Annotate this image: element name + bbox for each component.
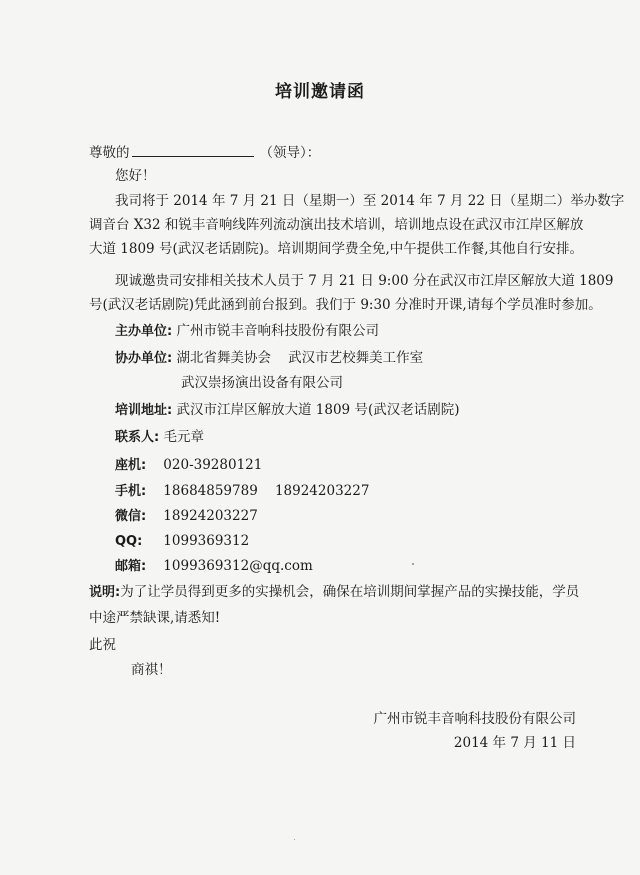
signature-company: 广州市锐丰音响科技股份有限公司 — [373, 711, 576, 727]
scan-speck — [294, 839, 295, 840]
email-value: 1099369312@qq.com — [163, 558, 313, 574]
scan-speck — [412, 563, 414, 565]
wechat-label: 微信: — [115, 509, 147, 524]
contact-label: 联系人: — [115, 430, 160, 445]
wechat-row — [115, 507, 258, 526]
recipient-blank — [132, 144, 254, 157]
note-label: 说明: — [89, 585, 121, 600]
landline-row — [115, 456, 262, 475]
closing-line1: 此祝 — [89, 637, 116, 653]
mobile-label: 手机: — [115, 484, 147, 499]
greeting: 您好！ — [115, 168, 156, 184]
contact-row — [115, 428, 204, 447]
landline-label: 座机: — [115, 458, 147, 473]
salutation — [89, 144, 320, 162]
email-row — [115, 557, 313, 576]
salutation-prefix: 尊敬的 — [89, 145, 130, 161]
co-organizer-label: 协办单位: — [115, 351, 173, 366]
paragraph2-line2: 号(武汉老话剧院)凭此涵到前台报到。我们于 9:30 分准时开课,请每个学员准时参加。 — [89, 297, 602, 313]
note-line1 — [89, 583, 580, 602]
qq-value: 1099369312 — [163, 533, 250, 549]
paragraph1-line3: 大道 1809 号(武汉老话剧院)。培训期间学费全免,中午提供工作餐,其他自行安排。 — [89, 241, 584, 257]
page-title: 培训邀请函 — [275, 82, 365, 102]
qq-row — [115, 532, 249, 551]
contact-value: 毛元章 — [163, 429, 204, 445]
wechat-value: 18924203227 — [163, 508, 258, 524]
organizer-row — [115, 322, 379, 341]
co-organizer-row — [115, 349, 423, 368]
mobile-row — [115, 482, 369, 501]
paragraph2-line1: 现诚邀贵司安排相关技术人员于 7 月 21 日 9:00 分在武汉市江岸区解放大道 1809 — [115, 273, 614, 289]
salutation-suffix: （领导）： — [259, 145, 321, 161]
closing-line2: 商祺！ — [131, 662, 172, 678]
mobile-value: 18684859789 18924203227 — [163, 483, 370, 499]
paragraph1-line1: 我司将于 2014 年 7 月 21 日（星期一）至 2014 年 7 月 22 日（星期二）举办数字 — [115, 193, 625, 209]
organizer-label: 主办单位: — [115, 324, 173, 339]
co-organizer-value-1: 湖北省舞美协会 武汉市艺校舞美工作室 — [176, 350, 424, 366]
address-value: 武汉市江岸区解放大道 1809 号(武汉老话剧院) — [176, 402, 460, 418]
note-text-1: 为了让学员得到更多的实操机会，确保在培训期间掌握产品的实操技能，学员 — [120, 584, 580, 600]
email-label: 邮箱: — [115, 559, 147, 574]
qq-label: QQ: — [115, 534, 143, 549]
co-organizer-value-2: 武汉崇扬演出设备有限公司 — [181, 375, 343, 391]
note-line2: 中途严禁缺课,请悉知! — [89, 610, 221, 626]
organizer-value: 广州市锐丰音响科技股份有限公司 — [176, 323, 379, 339]
address-row — [115, 401, 459, 420]
signature-date: 2014 年 7 月 11 日 — [453, 735, 576, 751]
paragraph1-line2: 调音台 X32 和锐丰音响线阵列流动演出技术培训，培训地点设在武汉市江岸区解放 — [89, 217, 584, 233]
address-label: 培训地址: — [115, 403, 173, 418]
landline-value: 020-39280121 — [163, 457, 263, 473]
